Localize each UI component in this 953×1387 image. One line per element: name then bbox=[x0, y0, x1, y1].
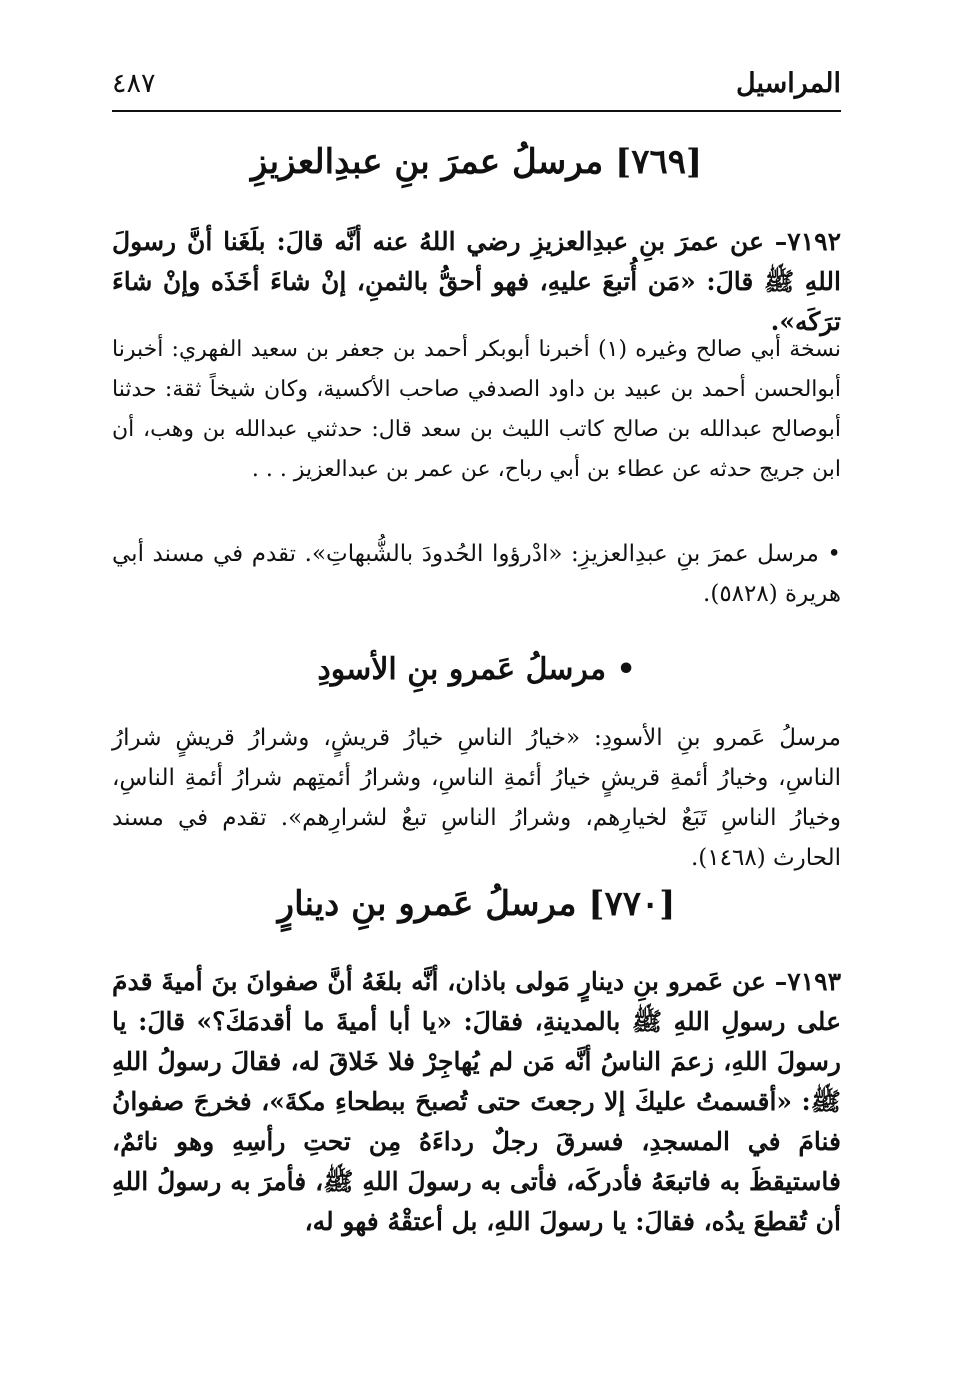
hadith-text: ٧١٩٢– عن عمرَ بنِ عبدِالعزيزِ رضي اللهُ عنه أنَّه قالَ: بلَغَنا أنَّ رسولَ اللهِ ﷺ قالَ: «مَن أُتبعَ عليهِ، فهو أحقُّ بالثمنِ، إنْ شاءَ أخَذَه وإنْ شاءَ ترَكَه». bbox=[112, 227, 841, 336]
section-heading: [٧٦٩] مرسلُ عمرَ بنِ عبدِالعزيزِ bbox=[250, 142, 703, 182]
page-number: ٤٨٧ bbox=[112, 68, 156, 99]
mursal-text: مرسلُ عَمرو بنِ الأسودِ: «خيارُ الناسِ خيارُ قريشٍ، وشرارُ قريشٍ شرارُ الناسِ، وخيارُ أئمةِ قريشٍ خيارُ أئمةِ الناسِ، وشرارُ أئمتِهم شرارُ أئمةِ الناسِ، وخيارُ الناسِ تَبَعٌ لخيارِهم، وشرارُ الناسِ تبعٌ لشرارِهم». تقدم في مسند الحارث (١٤٦٨). bbox=[112, 725, 841, 871]
running-title: المراسيل bbox=[736, 68, 841, 99]
cross-reference-note: • مرسل عمرَ بنِ عبدِالعزيزِ: «ادْرؤوا الحُدودَ بالشُّبهاتِ». تقدم في مسند أبي هريرة (٥٨٢٨). bbox=[112, 541, 841, 607]
section-heading: [٧٧٠] مرسلُ عَمرو بنِ دينارٍ bbox=[277, 884, 676, 924]
page-header bbox=[112, 62, 841, 112]
hadith-text: ٧١٩٣– عن عَمرو بنِ دينارٍ مَولى باذان، أنَّه بلغَهُ أنَّ صفوانَ بنَ أميةَ قدمَ على رسولِ اللهِ ﷺ بالمدينةِ، فقالَ: «يا أبا أميةَ ما أقدمَكَ؟» قالَ: يا رسولَ اللهِ، زعمَ الناسُ أنَّه مَن لم يُهاجِرْ فلا خَلاقَ له، فقالَ رسولُ اللهِ ﷺ: «أقسمتُ عليكَ إلا رجعتَ حتى تُصبحَ ببطحاءِ مكةَ»، فخرجَ صفوانُ فنامَ في المسجدِ، فسرقَ رجلٌ رداءَهُ مِن تحتِ رأسِهِ وهو نائمٌ، فاستيقظَ به فاتبعَهُ فأدركَه، فأتى به رسولَ اللهِ ﷺ، فأمرَ به رسولُ اللهِ أن تُقطعَ يدُه، فقالَ: يا رسولَ اللهِ، بل أعتقْهُ فهو له، bbox=[112, 967, 841, 1236]
isnad-text: نسخة أبي صالح وغيره (١) أخبرنا أبوبكر أحمد بن جعفر بن سعيد الفهري: أخبرنا أبوالحسن أحمد بن عبيد بن داود الصدفي صاحب الأكسية، وكان شيخاً ثقة: حدثنا أبوصالح عبدالله بن صالح كاتب الليث بن سعد قال: حدثني عبدالله بن وهب، أن ابن جريج حدثه عن عطاء بن أبي رباح، عن عمر بن عبدالعزيز . . . bbox=[112, 337, 842, 482]
section-subheading: • مرسلُ عَمرو بنِ الأسودِ bbox=[317, 652, 636, 687]
